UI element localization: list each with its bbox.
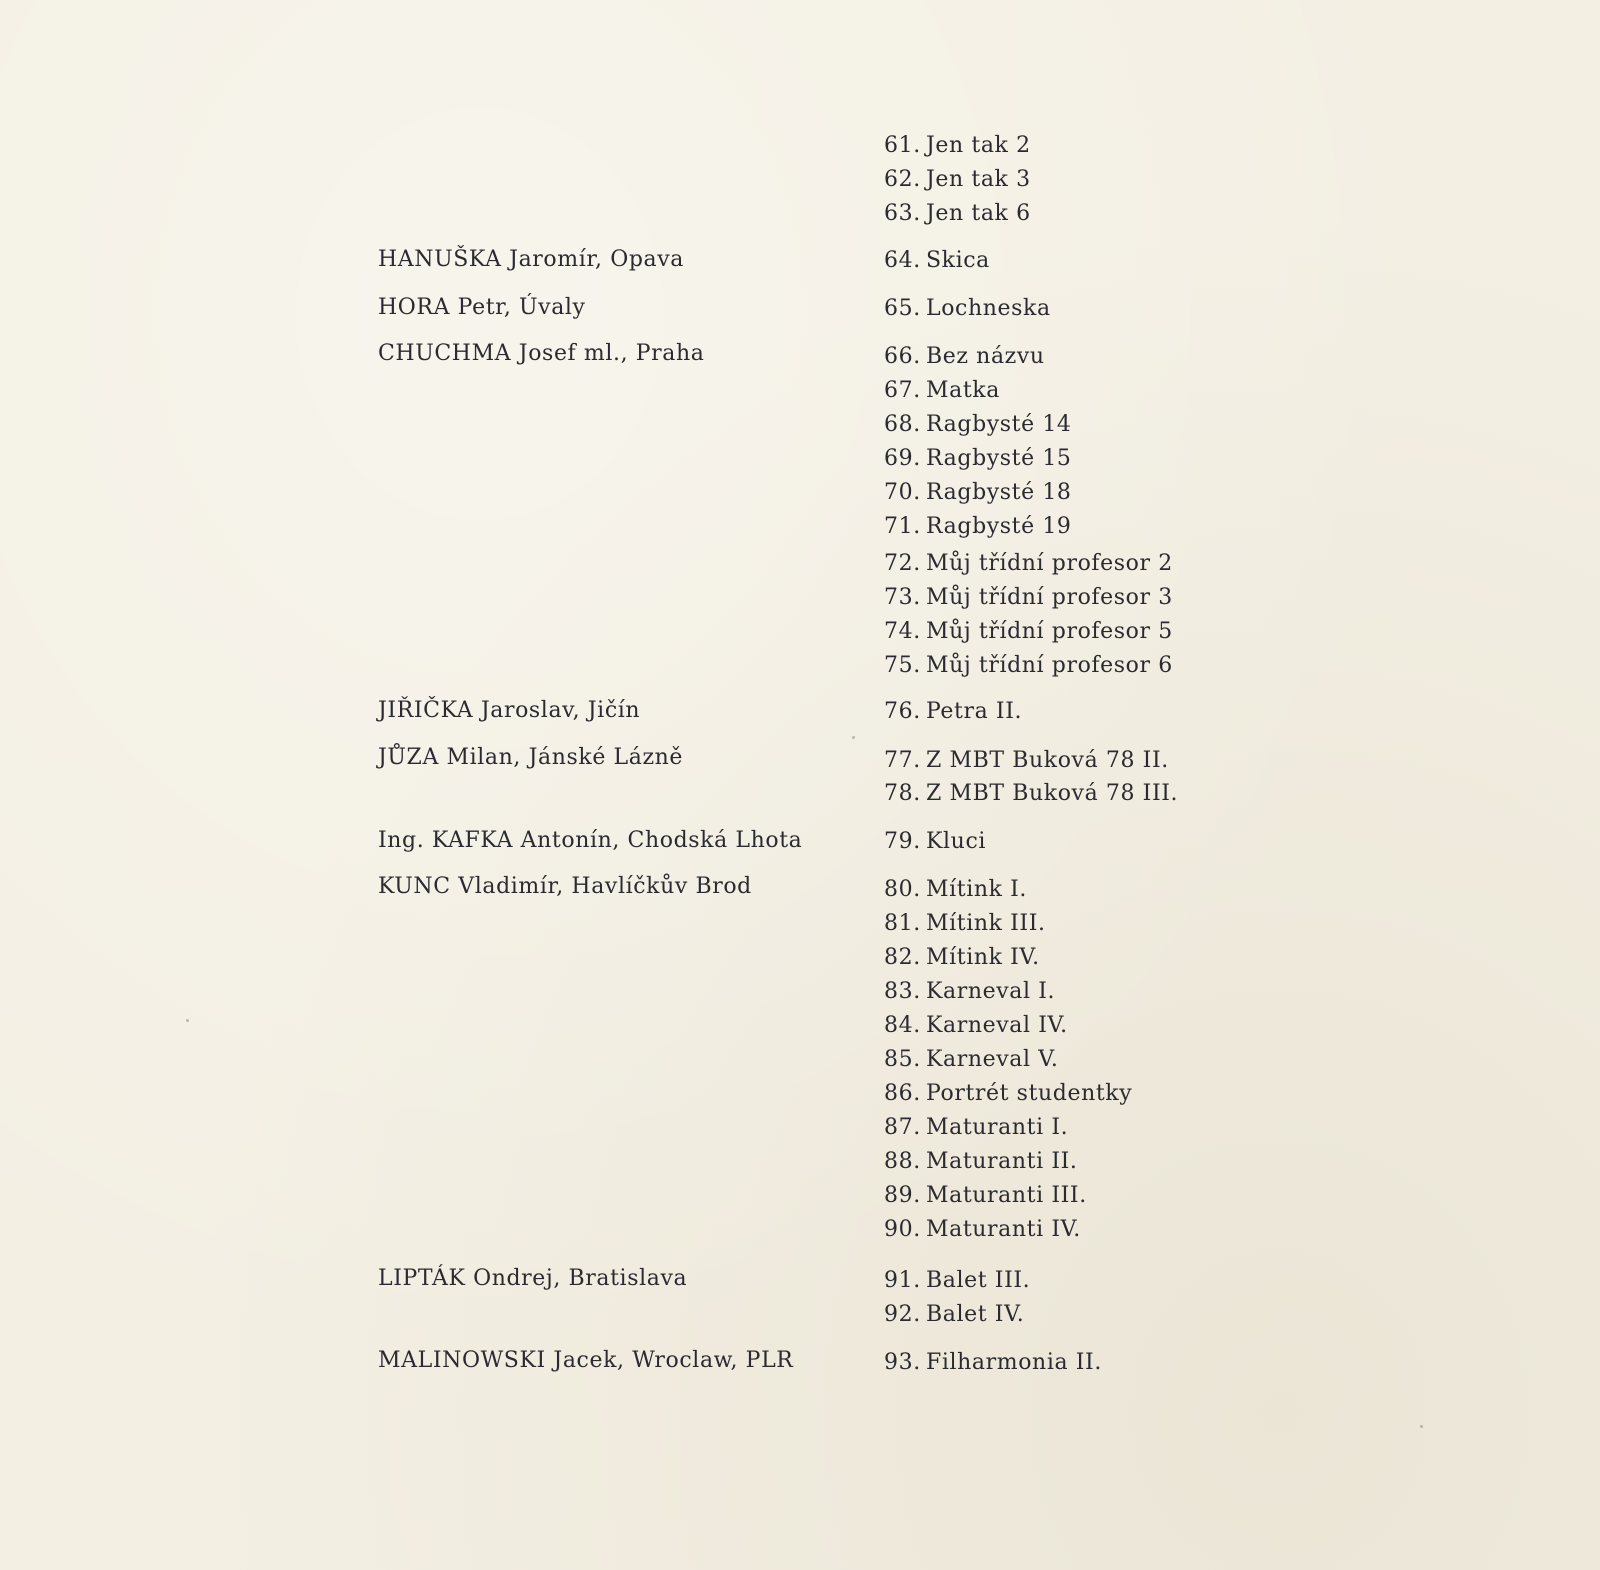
work-title: Karneval I. bbox=[926, 979, 1056, 1004]
work-number: 88. bbox=[884, 1149, 921, 1174]
work-number: 90. bbox=[884, 1217, 921, 1242]
work-title: Můj třídní profesor 3 bbox=[926, 585, 1173, 610]
work-number: 79. bbox=[884, 829, 921, 854]
work-number: 63. bbox=[884, 201, 921, 226]
work-title: Jen tak 6 bbox=[926, 201, 1031, 226]
work-entry bbox=[884, 135, 1031, 157]
work-entry bbox=[884, 553, 1173, 575]
paper-speck bbox=[186, 1019, 189, 1022]
work-entry bbox=[884, 203, 1031, 225]
work-number: 70. bbox=[884, 480, 921, 505]
work-title: Jen tak 2 bbox=[926, 133, 1031, 158]
work-title: Ragbysté 14 bbox=[926, 412, 1072, 437]
work-number: 68. bbox=[884, 412, 921, 437]
author-entry: CHUCHMA Josef ml., Praha bbox=[378, 341, 705, 366]
work-entry bbox=[884, 380, 1000, 402]
work-number: 86. bbox=[884, 1081, 921, 1106]
work-number: 65. bbox=[884, 296, 921, 321]
paper-speck bbox=[852, 736, 855, 739]
work-title: Můj třídní profesor 5 bbox=[926, 619, 1173, 644]
work-entry bbox=[884, 587, 1173, 609]
work-title: Bez názvu bbox=[926, 344, 1045, 369]
work-title: Mítink IV. bbox=[926, 945, 1040, 970]
work-entry bbox=[884, 1304, 1024, 1326]
work-entry bbox=[884, 947, 1040, 969]
work-title: Ragbysté 18 bbox=[926, 480, 1072, 505]
work-title: Ragbysté 19 bbox=[926, 514, 1072, 539]
work-number: 84. bbox=[884, 1013, 921, 1038]
work-title: Filharmonia II. bbox=[926, 1350, 1102, 1375]
work-entry bbox=[884, 913, 1046, 935]
work-title: Maturanti II. bbox=[926, 1149, 1078, 1174]
work-number: 64. bbox=[884, 248, 921, 273]
work-number: 80. bbox=[884, 877, 921, 902]
work-title: Karneval IV. bbox=[926, 1013, 1068, 1038]
work-entry bbox=[884, 250, 990, 272]
work-entry bbox=[884, 1049, 1058, 1071]
work-entry bbox=[884, 655, 1173, 677]
work-entry bbox=[884, 1151, 1078, 1173]
work-number: 72. bbox=[884, 551, 921, 576]
work-entry bbox=[884, 169, 1031, 191]
work-entry bbox=[884, 621, 1173, 643]
paper-speck bbox=[1420, 1425, 1423, 1428]
author-entry: Ing. KAFKA Antonín, Chodská Lhota bbox=[378, 828, 803, 853]
work-title: Maturanti III. bbox=[926, 1183, 1087, 1208]
work-number: 81. bbox=[884, 911, 921, 936]
work-title: Portrét studentky bbox=[926, 1081, 1133, 1106]
work-entry bbox=[884, 1270, 1030, 1292]
work-entry bbox=[884, 783, 1178, 805]
work-title: Lochneska bbox=[926, 296, 1051, 321]
work-title: Karneval V. bbox=[926, 1047, 1059, 1072]
work-entry bbox=[884, 701, 1022, 723]
work-entry bbox=[884, 482, 1072, 504]
work-number: 67. bbox=[884, 378, 921, 403]
work-entry bbox=[884, 1352, 1102, 1374]
work-entry bbox=[884, 1015, 1068, 1037]
work-title: Z MBT Buková 78 III. bbox=[926, 781, 1179, 806]
work-title: Balet IV. bbox=[926, 1302, 1025, 1327]
work-number: 61. bbox=[884, 133, 921, 158]
work-number: 71. bbox=[884, 514, 921, 539]
work-number: 76. bbox=[884, 699, 921, 724]
work-title: Můj třídní profesor 6 bbox=[926, 653, 1173, 678]
work-number: 92. bbox=[884, 1302, 921, 1327]
work-entry bbox=[884, 1185, 1087, 1207]
work-entry bbox=[884, 516, 1072, 538]
work-title: Můj třídní profesor 2 bbox=[926, 551, 1173, 576]
work-entry bbox=[884, 448, 1072, 470]
work-number: 91. bbox=[884, 1268, 921, 1293]
work-entry bbox=[884, 346, 1045, 368]
work-entry bbox=[884, 831, 986, 853]
author-entry: JIŘIČKA Jaroslav, Jičín bbox=[378, 698, 641, 723]
work-number: 89. bbox=[884, 1183, 921, 1208]
work-title: Matka bbox=[926, 378, 1000, 403]
work-title: Balet III. bbox=[926, 1268, 1031, 1293]
work-number: 69. bbox=[884, 446, 921, 471]
work-number: 85. bbox=[884, 1047, 921, 1072]
work-title: Ragbysté 15 bbox=[926, 446, 1072, 471]
work-number: 83. bbox=[884, 979, 921, 1004]
work-number: 74. bbox=[884, 619, 921, 644]
work-number: 82. bbox=[884, 945, 921, 970]
work-entry bbox=[884, 750, 1169, 772]
work-title: Maturanti IV. bbox=[926, 1217, 1081, 1242]
work-number: 93. bbox=[884, 1350, 921, 1375]
work-number: 73. bbox=[884, 585, 921, 610]
work-number: 66. bbox=[884, 344, 921, 369]
work-entry bbox=[884, 1219, 1081, 1241]
work-entry bbox=[884, 414, 1072, 436]
author-entry: KUNC Vladimír, Havlíčkův Brod bbox=[378, 874, 752, 899]
work-title: Petra II. bbox=[926, 699, 1023, 724]
work-title: Mítink III. bbox=[926, 911, 1046, 936]
work-title: Z MBT Buková 78 II. bbox=[926, 748, 1169, 773]
work-number: 75. bbox=[884, 653, 921, 678]
author-entry: MALINOWSKI Jacek, Wroclaw, PLR bbox=[378, 1348, 794, 1373]
author-entry: HORA Petr, Úvaly bbox=[378, 295, 586, 320]
work-number: 87. bbox=[884, 1115, 921, 1140]
work-title: Kluci bbox=[926, 829, 986, 854]
author-entry: LIPTÁK Ondrej, Bratislava bbox=[378, 1266, 688, 1291]
work-number: 62. bbox=[884, 167, 921, 192]
work-entry bbox=[884, 298, 1051, 320]
work-number: 77. bbox=[884, 748, 921, 773]
work-title: Jen tak 3 bbox=[926, 167, 1031, 192]
work-entry bbox=[884, 981, 1055, 1003]
author-entry: HANUŠKA Jaromír, Opava bbox=[378, 247, 685, 272]
work-title: Skica bbox=[926, 248, 990, 273]
author-entry: JŮZA Milan, Jánské Lázně bbox=[378, 745, 684, 770]
work-title: Maturanti I. bbox=[926, 1115, 1069, 1140]
work-number: 78. bbox=[884, 781, 921, 806]
work-entry bbox=[884, 879, 1027, 901]
work-entry bbox=[884, 1083, 1132, 1105]
work-entry bbox=[884, 1117, 1068, 1139]
work-title: Mítink I. bbox=[926, 877, 1028, 902]
